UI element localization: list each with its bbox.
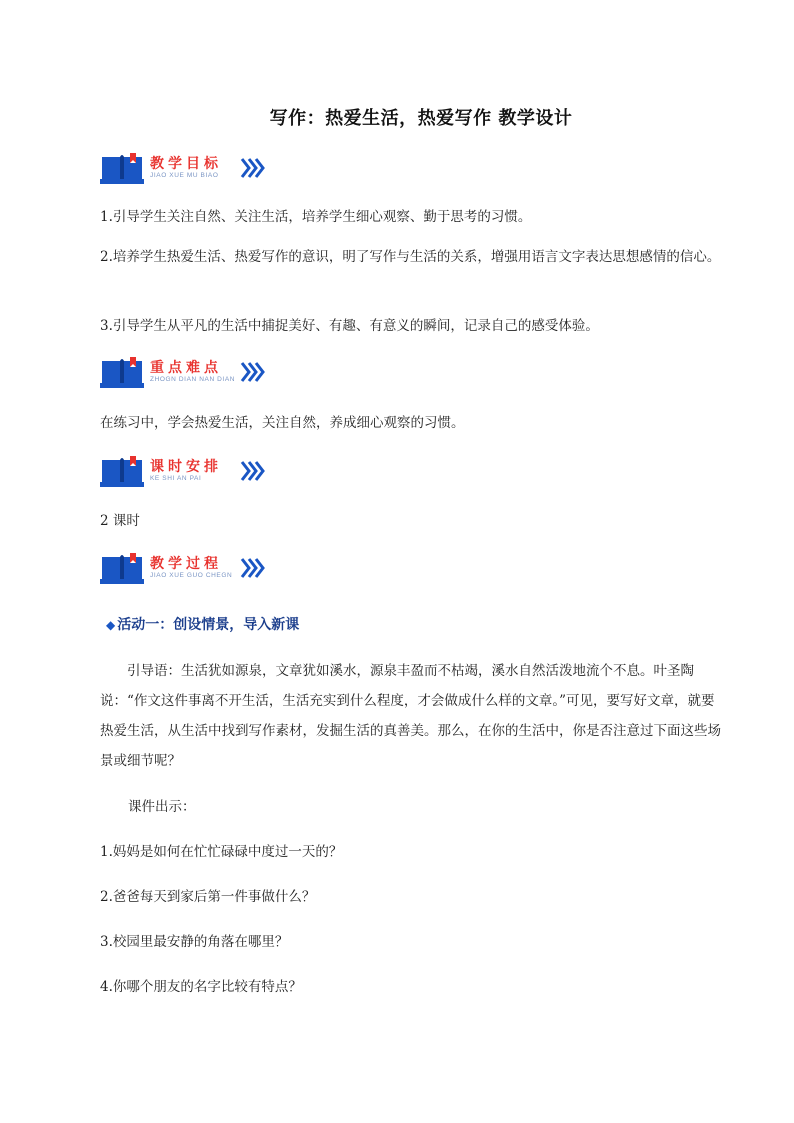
- goal-1: 1.引导学生关注自然、关注生活，培养学生细心观察、勤于思考的习惯。: [100, 209, 532, 225]
- section-header-class-hours: [100, 456, 300, 490]
- diamond-icon: ◆: [106, 618, 116, 632]
- section-title: 重点难点: [150, 360, 222, 376]
- section-pinyin: JIAO XUE GUO CHEGN: [150, 572, 233, 579]
- chevrons-icon: [240, 157, 266, 179]
- goal-2: 2.培养学生热爱生活、热爱写作的意识，明了写作与生活的关系，增强用语言文字表达思想感情的信心。: [100, 249, 721, 265]
- book-icon: [100, 456, 144, 488]
- page-title: 写作：热爱生活，热爱写作 教学设计: [269, 108, 573, 129]
- section-pinyin: ZHOGN DIAN NAN DIAN: [150, 376, 236, 383]
- activity-title: 活动一：创设情景，导入新课: [117, 617, 300, 633]
- key-points-text: 在练习中，学会热爱生活，关注自然，养成细心观察的习惯。: [100, 415, 465, 431]
- book-icon: [100, 153, 144, 185]
- question-1: 1.妈妈是如何在忙忙碌碌中度过一天的？: [100, 844, 343, 860]
- section-header-teaching-goals: [100, 153, 300, 187]
- class-hours-text: 2 课时: [100, 513, 140, 529]
- section-title: 教学过程: [150, 556, 222, 572]
- chevrons-icon: [240, 557, 266, 579]
- goal-3: 3.引导学生从平凡的生活中捕捉美好、有趣、有意义的瞬间，记录自己的感受体验。: [100, 318, 599, 334]
- section-pinyin: KE SHI AN PAI: [150, 475, 202, 482]
- section-header-teaching-process: [100, 553, 300, 587]
- question-2: 2.爸爸每天到家后第一件事做什么？: [100, 889, 316, 905]
- chevrons-icon: [240, 361, 266, 383]
- section-title: 教学目标: [150, 156, 222, 172]
- section-title: 课时安排: [150, 459, 222, 475]
- section-pinyin: JIAO XUE MU BIAO: [150, 172, 219, 179]
- section-header-key-points: [100, 357, 300, 391]
- chevrons-icon: [240, 460, 266, 482]
- intro-paragraph: 引导语：生活犹如源泉，文章犹如溪水，源泉丰盈而不枯竭，溪水自然活泼地流个不息。叶圣陶说：“作文这件事离不开生活，生活充实到什么程度，才会做成什么样的文章。”可见，要写好文章，就要热爱生活，从生活中找到写作素材，发掘生活的真善美。那么，在你的生活中，你是否注意过下面这些场景或细节呢？: [100, 663, 721, 769]
- activity-heading: [106, 614, 299, 634]
- book-icon: [100, 357, 144, 389]
- book-icon: [100, 553, 144, 585]
- question-3: 3.校园里最安静的角落在哪里？: [100, 934, 289, 950]
- courseware-label: 课件出示：: [128, 799, 196, 815]
- question-4: 4.你哪个朋友的名字比较有特点？: [100, 979, 302, 995]
